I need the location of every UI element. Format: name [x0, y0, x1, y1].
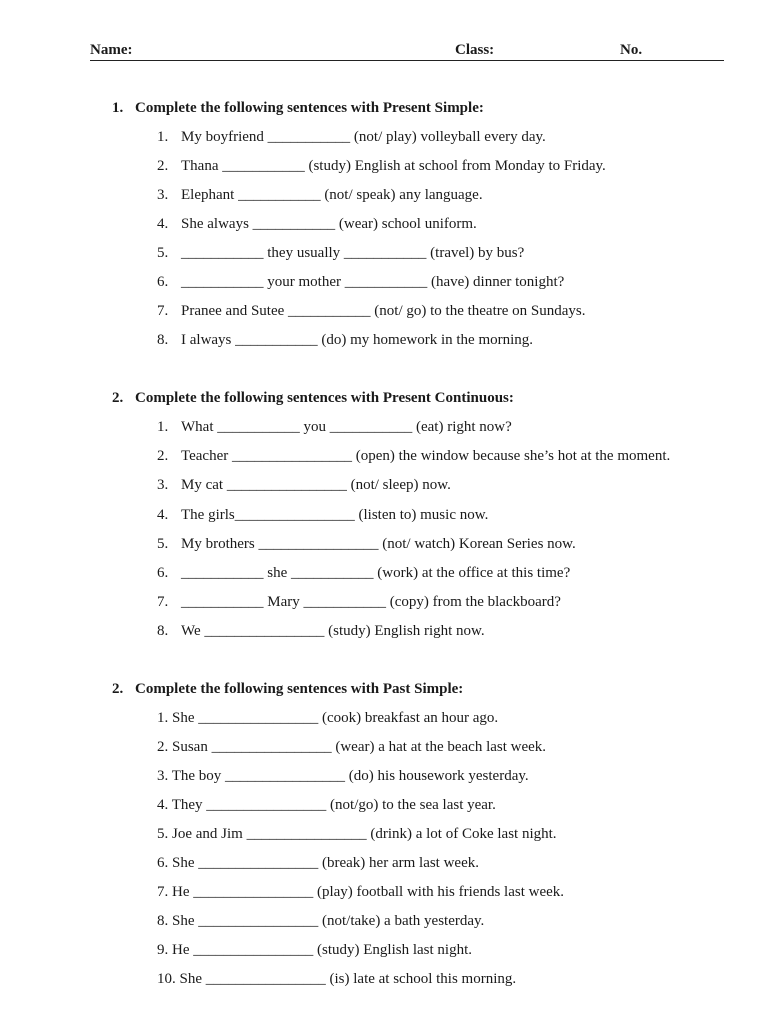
exercise-item: 10. She ________________ (is) late at school this morning.	[157, 971, 517, 987]
exercise-item: 7. ___________ Mary ___________ (copy) from the blackboard?	[157, 594, 561, 610]
section-2-title: 2. Complete the following sentences with Present Continuous:	[112, 390, 514, 406]
exercise-item: 5. Joe and Jim ________________ (drink) a lot of Coke last night.	[157, 826, 557, 842]
exercise-item: 3. My cat ________________ (not/ sleep) now.	[157, 477, 451, 493]
exercise-item: 2. Susan ________________ (wear) a hat at the beach last week.	[157, 739, 547, 755]
exercise-item: 3. Elephant ___________ (not/ speak) any language.	[157, 187, 483, 203]
exercise-item: 4. The girls________________ (listen to) music now.	[157, 507, 489, 523]
worksheet-header	[90, 40, 724, 61]
exercise-item: 1. She ________________ (cook) breakfast an hour ago.	[157, 710, 499, 726]
section-1-title: 1. Complete the following sentences with Present Simple:	[112, 100, 484, 116]
exercise-item: 4. They ________________ (not/go) to the sea last year.	[157, 797, 496, 813]
exercise-item: 7. Pranee and Sutee ___________ (not/ go) to the theatre on Sundays.	[157, 303, 586, 319]
exercise-item: 4. She always ___________ (wear) school uniform.	[157, 216, 477, 232]
exercise-item: 1. What ___________ you ___________ (eat) right now?	[157, 419, 512, 435]
exercise-item: 3. The boy ________________ (do) his housework yesterday.	[157, 768, 529, 784]
exercise-item: 6. ___________ she ___________ (work) at the office at this time?	[157, 565, 571, 581]
exercise-item: 8. She ________________ (not/take) a bath yesterday.	[157, 913, 485, 929]
exercise-item: 7. He ________________ (play) football with his friends last week.	[157, 884, 565, 900]
exercise-item: 6. ___________ your mother ___________ (have) dinner tonight?	[157, 274, 565, 290]
exercise-item: 5. ___________ they usually ___________ (travel) by bus?	[157, 245, 525, 261]
exercise-item: 5. My brothers ________________ (not/ watch) Korean Series now.	[157, 536, 576, 552]
exercise-item: 8. I always ___________ (do) my homework in the morning.	[157, 332, 534, 348]
exercise-item: 9. He ________________ (study) English last night.	[157, 942, 472, 958]
number-label: No.	[620, 42, 643, 58]
exercise-item: 6. She ________________ (break) her arm last week.	[157, 855, 480, 871]
exercise-item: 2. Thana ___________ (study) English at school from Monday to Friday.	[157, 158, 606, 174]
exercise-item: 8. We ________________ (study) English right now.	[157, 623, 485, 639]
name-label: Name:	[90, 42, 133, 58]
exercise-item: 1. My boyfriend ___________ (not/ play) volleyball every day.	[157, 129, 546, 145]
section-3-title: 2. Complete the following sentences with Past Simple:	[112, 681, 464, 697]
class-label: Class:	[455, 42, 495, 58]
exercise-item: 2. Teacher ________________ (open) the window because she’s hot at the moment.	[157, 448, 671, 464]
